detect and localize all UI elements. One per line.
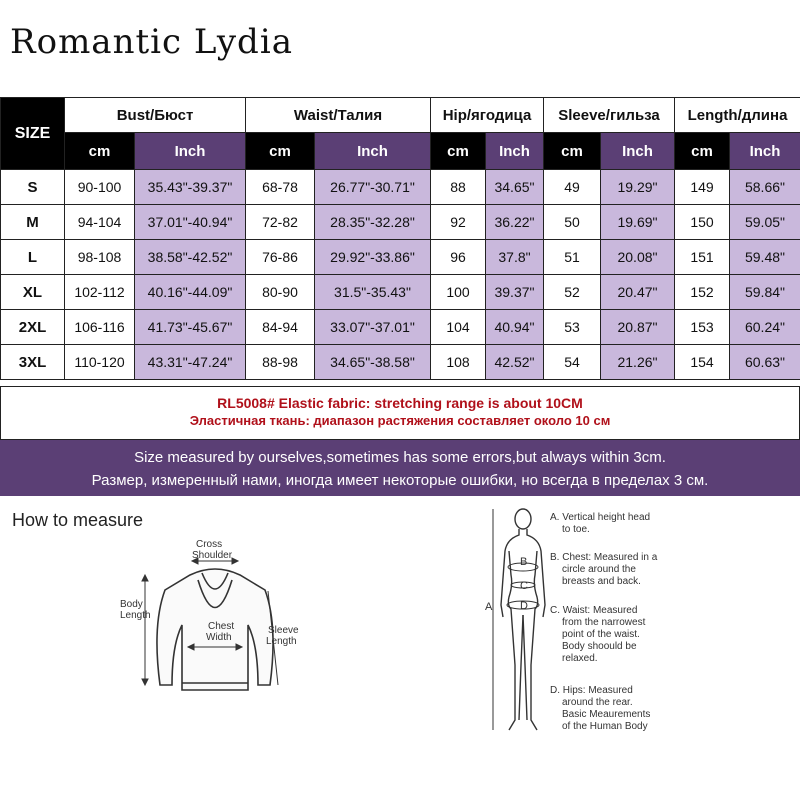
chest-width-label: Chest: [208, 621, 235, 632]
table-row: [1, 205, 800, 240]
body-length-label: Body: [120, 599, 143, 610]
waist-cm-cell: 72-82: [246, 205, 315, 240]
hip-inch-cell: 39.37": [486, 275, 544, 310]
bust-cm-cell: 90-100: [65, 170, 135, 205]
waist-cm-cell: 84-94: [246, 310, 315, 345]
sleeve-inch-cell: 19.29": [601, 170, 675, 205]
note-d-3: Basic Meaurements: [562, 709, 651, 720]
disclaimer-english: Size measured by ourselves,sometimes has some errors,but always within 3cm.: [134, 449, 666, 466]
table-row: [1, 345, 800, 380]
garment-diagram: [120, 535, 330, 705]
sleeve-cm-cell: 53: [544, 310, 601, 345]
sleeve-length-label-2: Length: [266, 636, 297, 647]
cross-shoulder-label: Cross: [196, 539, 223, 550]
bust-inch-cell: 41.73"-45.67": [135, 310, 246, 345]
unit-inch-header: Inch: [486, 133, 544, 170]
how-to-measure-title: How to measure: [12, 510, 144, 530]
sleeve-cm-cell: 50: [544, 205, 601, 240]
cross-shoulder-label-2: Shoulder: [192, 550, 233, 561]
hip-inch-cell: 40.94": [486, 310, 544, 345]
fabric-note-english: RL5008# Elastic fabric: stretching range is about 10CM: [217, 395, 583, 411]
note-c-1: C. Waist: Measured: [550, 605, 638, 616]
measurement-disclaimer: [0, 440, 800, 496]
waist-inch-cell: 29.92"-33.86": [315, 240, 431, 275]
table-row: [1, 310, 800, 345]
unit-inch-header: Inch: [601, 133, 675, 170]
size-cell: 2XL: [1, 310, 65, 345]
sleeve-inch-cell: 20.08": [601, 240, 675, 275]
length-inch-cell: 59.48": [730, 240, 800, 275]
bust-cm-cell: 98-108: [65, 240, 135, 275]
table-row: [1, 240, 800, 275]
size-cell: 3XL: [1, 345, 65, 380]
size-header: SIZE: [1, 98, 65, 170]
unit-inch-header: Inch: [315, 133, 431, 170]
measure-loops: [493, 509, 539, 730]
length-inch-cell: 60.63": [730, 345, 800, 380]
unit-inch-header: Inch: [730, 133, 800, 170]
bust-cm-cell: 110-120: [65, 345, 135, 380]
unit-cm-header: cm: [65, 133, 135, 170]
unit-cm-header: cm: [544, 133, 601, 170]
length-cm-cell: 153: [675, 310, 730, 345]
unit-cm-header: cm: [675, 133, 730, 170]
sleeve-inch-cell: 20.47": [601, 275, 675, 310]
waist-inch-cell: 28.35"-32.28": [315, 205, 431, 240]
waist-header: Waist/Талия: [246, 98, 431, 133]
sleeve-inch-cell: 21.26": [601, 345, 675, 380]
bust-inch-cell: 40.16"-44.09": [135, 275, 246, 310]
note-a-2: to toe.: [562, 524, 590, 535]
mark-c: C: [520, 580, 528, 592]
size-cell: XL: [1, 275, 65, 310]
length-cm-cell: 149: [675, 170, 730, 205]
chest-width-label-2: Width: [206, 632, 232, 643]
waist-inch-cell: 26.77"-30.71": [315, 170, 431, 205]
hip-inch-cell: 34.65": [486, 170, 544, 205]
hip-cm-cell: 100: [431, 275, 486, 310]
note-a-1: A. Vertical height head: [550, 512, 651, 523]
hip-cm-cell: 88: [431, 170, 486, 205]
waist-cm-cell: 68-78: [246, 170, 315, 205]
body-notes: [550, 505, 670, 745]
hip-inch-cell: 42.52": [486, 345, 544, 380]
sleeve-cm-cell: 49: [544, 170, 601, 205]
size-cell: M: [1, 205, 65, 240]
waist-cm-cell: 88-98: [246, 345, 315, 380]
length-inch-cell: 59.05": [730, 205, 800, 240]
note-d-1: D. Hips: Measured: [550, 685, 633, 696]
size-cell: L: [1, 240, 65, 275]
sleeve-header: Sleeve/гильза: [544, 98, 675, 133]
length-inch-cell: 58.66": [730, 170, 800, 205]
note-d-4: of the Human Body: [562, 721, 648, 732]
sleeve-inch-cell: 19.69": [601, 205, 675, 240]
sleeve-length-label: Sleeve: [268, 625, 299, 636]
table-row: [1, 170, 800, 205]
mark-a: A: [485, 601, 493, 613]
length-cm-cell: 154: [675, 345, 730, 380]
note-c-2: from the narrowest: [562, 617, 646, 628]
hip-inch-cell: 36.22": [486, 205, 544, 240]
note-b-1: B. Chest: Measured in a: [550, 552, 658, 563]
body-length-label-2: Length: [120, 610, 151, 621]
note-d-2: around the rear.: [562, 697, 633, 708]
unit-cm-header: cm: [431, 133, 486, 170]
hip-inch-cell: 37.8": [486, 240, 544, 275]
bust-inch-cell: 38.58"-42.52": [135, 240, 246, 275]
bust-inch-cell: 43.31"-47.24": [135, 345, 246, 380]
bust-inch-cell: 35.43"-39.37": [135, 170, 246, 205]
bust-cm-cell: 102-112: [65, 275, 135, 310]
hip-header: Hip/ягодица: [431, 98, 544, 133]
size-chart-table: [0, 97, 800, 380]
waist-cm-cell: 80-90: [246, 275, 315, 310]
note-c-4: Body shoould be: [562, 641, 637, 652]
brand-logo: Romantic Lydia: [10, 22, 293, 62]
hip-cm-cell: 92: [431, 205, 486, 240]
fabric-note-russian: Эластичная ткань: диапазон растяжения составляет около 10 см: [189, 413, 611, 428]
fabric-note: [0, 386, 800, 440]
length-header: Length/длина: [675, 98, 800, 133]
hip-cm-cell: 96: [431, 240, 486, 275]
size-cell: S: [1, 170, 65, 205]
body-silhouette: [501, 509, 545, 730]
length-inch-cell: 59.84": [730, 275, 800, 310]
waist-cm-cell: 76-86: [246, 240, 315, 275]
bust-cm-cell: 106-116: [65, 310, 135, 345]
table-row: [1, 275, 800, 310]
sleeve-inch-cell: 20.87": [601, 310, 675, 345]
length-cm-cell: 152: [675, 275, 730, 310]
bust-inch-cell: 37.01"-40.94": [135, 205, 246, 240]
length-inch-cell: 60.24": [730, 310, 800, 345]
sleeve-cm-cell: 52: [544, 275, 601, 310]
unit-inch-header: Inch: [135, 133, 246, 170]
note-c-3: point of the waist.: [562, 629, 640, 640]
disclaimer-russian: Размер, измеренный нами, иногда имеет некоторые ошибки, но всегда в пределах 3 см.: [91, 472, 709, 489]
length-cm-cell: 150: [675, 205, 730, 240]
sleeve-cm-cell: 54: [544, 345, 601, 380]
bust-header: Bust/Бюст: [65, 98, 246, 133]
unit-cm-header: cm: [246, 133, 315, 170]
sleeve-cm-cell: 51: [544, 240, 601, 275]
note-b-2: circle around the: [562, 564, 636, 575]
bust-cm-cell: 94-104: [65, 205, 135, 240]
hip-cm-cell: 104: [431, 310, 486, 345]
hip-cm-cell: 108: [431, 345, 486, 380]
mark-b: B: [520, 556, 528, 568]
mark-d: D: [520, 600, 528, 612]
note-c-5: relaxed.: [562, 653, 598, 664]
waist-inch-cell: 34.65"-38.58": [315, 345, 431, 380]
waist-inch-cell: 31.5"-35.43": [315, 275, 431, 310]
note-b-3: breasts and back.: [562, 576, 641, 587]
waist-inch-cell: 33.07"-37.01": [315, 310, 431, 345]
length-cm-cell: 151: [675, 240, 730, 275]
